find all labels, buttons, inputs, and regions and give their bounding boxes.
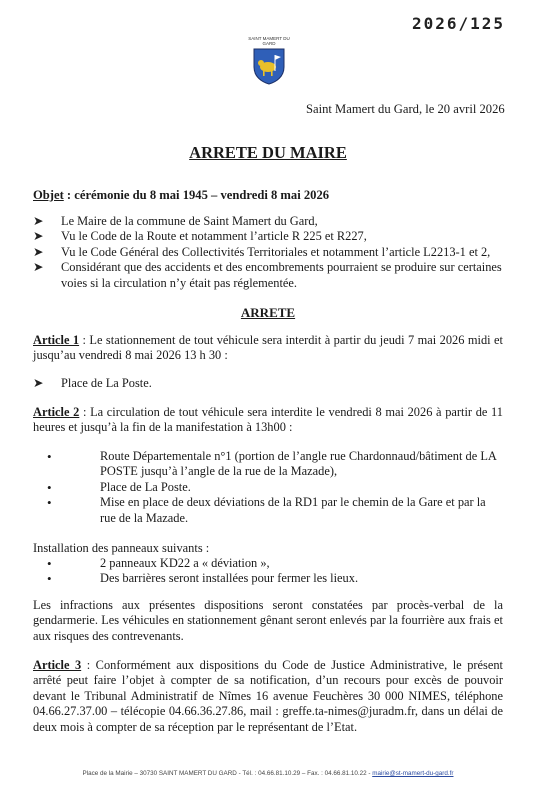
considerants-list (33, 214, 503, 291)
list-item (33, 245, 503, 260)
article-1-item: Place de La Poste. (61, 376, 152, 390)
subject-text: : cérémonie du 8 mai 1945 – vendredi 8 mai 2026 (63, 188, 330, 202)
place-and-date: Saint Mamert du Gard, le 20 avril 2026 (306, 102, 505, 116)
infractions-paragraph: Les infractions aux présentes dispositions seront constatées par procès-verbal de la gendarmerie. Les véhicules en stationnement gênant seront enlevés par la fourrière aux frais et aux risques des contrevenants. (33, 598, 503, 643)
list-item (33, 556, 503, 571)
installation-intro: Installation des panneaux suivants : (33, 541, 210, 555)
installation-item: Des barrières seront installées pour fermer les lieux. (100, 571, 359, 586)
arrow-bullet-icon: ➤ (33, 244, 44, 259)
list-item (33, 229, 503, 244)
article-2-item: Place de La Poste. (100, 479, 191, 494)
article-2-item: Route Départementale n°1 (portion de l’angle rue Chardonnaud/bâtiment de LA POSTE jusqu’à l’angle de la rue de la Mazade), (100, 449, 497, 479)
article-1-list (33, 376, 152, 391)
article-2-list (33, 449, 503, 526)
considerant-text: Vu le Code Général des Collectivités Territoriales et notamment l’article L2213-1 et 2, (61, 244, 491, 259)
article-1-label: Article 1 (33, 333, 80, 347)
footer-email-link[interactable]: mairie@st-mamert-du-gard.fr (372, 770, 454, 777)
dot-bullet-icon: • (47, 449, 52, 464)
coat-of-arms (244, 36, 294, 89)
subject-line (33, 188, 329, 203)
decree-heading: ARRETE (240, 305, 296, 320)
considerant-text: Vu le Code de la Route et notamment l’article R 225 et R227, (61, 229, 367, 244)
arrow-bullet-icon: ➤ (33, 214, 44, 228)
list-item (33, 449, 503, 480)
installation-item: 2 panneaux KD22 a « déviation », (100, 556, 270, 570)
document-title: ARRETE DU MAIRE (189, 143, 347, 162)
subject-label: Objet (33, 188, 64, 202)
list-item (33, 214, 503, 229)
considerant-text: Le Maire de la commune de Saint Mamert du Gard, (61, 214, 318, 228)
list-item (33, 495, 503, 526)
article-1-text: : Le stationnement de tout véhicule sera interdit à partir du jeudi 7 mai 2026 midi et jusqu’au vendredi 8 mai 2026 13 h 30 : (33, 333, 503, 363)
article-3 (33, 658, 503, 735)
list-item (33, 260, 503, 291)
tribunal-email-link[interactable]: greffe.ta-nimes@juradm.fr (282, 704, 415, 719)
article-2-item: Mise en place de deux déviations de la RD1 par le chemin de la Gare et par la rue de la Mazade. (100, 495, 486, 525)
dot-bullet-icon: • (47, 556, 52, 571)
list-item (33, 571, 503, 586)
document-reference: 2026/125 (412, 14, 506, 33)
coat-of-arms-icon (252, 47, 286, 85)
dot-bullet-icon: • (47, 571, 52, 587)
article-3-text-after: , dans un délai de deux mois à compter de sa réception par le représentant de l’Etat. (33, 704, 503, 734)
footer-address: Place de la Mairie – 30730 SAINT MAMERT DU GARD - Tél. : 04.66.81.10.29 – Fax. : 04.66.81.10.22 - (82, 770, 373, 777)
arrow-bullet-icon: ➤ (33, 260, 44, 275)
seal-caption: SAINT MAMERT DU GARD (248, 36, 290, 46)
installation-list (33, 556, 503, 587)
arrow-bullet-icon: ➤ (33, 229, 44, 244)
article-2-label: Article 2 (33, 405, 80, 419)
article-2 (33, 405, 503, 436)
article-2-text: : La circulation de tout véhicule sera interdite le vendredi 8 mai 2026 à partir de 11 heures et jusqu’à la fin de la manifestation à 13h00 : (33, 405, 503, 435)
dot-bullet-icon: • (47, 495, 52, 511)
article-1 (33, 333, 503, 364)
arrow-bullet-icon: ➤ (33, 376, 44, 390)
list-item (33, 480, 503, 495)
article-3-label: Article 3 (33, 658, 82, 672)
footer (0, 766, 536, 781)
article-3-text: : Conformément aux dispositions du Code de Justice Administrative, le présent arrêté peut faire l’objet à compter de sa notification, d’un recours pour excès de pouvoir devant le Tribunal Administratif de Nîmes 16 avenue Feuchères 30 000 NIMES, téléphone 04.66.27.37.00 – télécopie 04.66.36.27.86, mail : (33, 658, 503, 719)
dot-bullet-icon: • (47, 479, 52, 495)
considerant-text: Considérant que des accidents et des encombrements pourraient se produire sur certaines voies si la circulation n’y était pas réglementée. (61, 260, 502, 290)
